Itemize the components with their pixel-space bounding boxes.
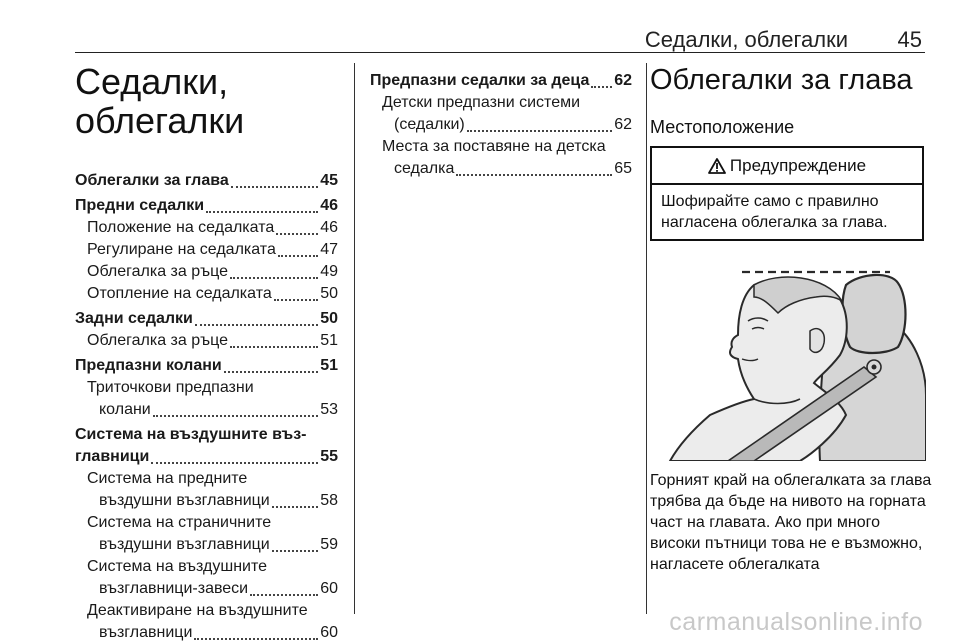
toc-entry[interactable] [75, 217, 338, 239]
toc-entry[interactable] [370, 136, 632, 180]
toc-leader-dots [591, 84, 612, 88]
warning-triangle-icon [708, 158, 726, 174]
toc-entry[interactable] [75, 468, 338, 512]
toc-leader-dots [194, 636, 318, 640]
toc-leader-dots [230, 344, 318, 348]
toc-entry-page: 59 [320, 536, 338, 553]
toc-entry[interactable] [75, 424, 338, 468]
running-header-title: Седалки, облегалки [644, 27, 848, 52]
toc-entry-label: Система на въздушните въз- [75, 426, 307, 443]
toc-entry-label: Деактивиране на въздушните [87, 602, 308, 619]
toc-entry-page: 58 [320, 492, 338, 509]
chapter-title: Седалки, облегалки [75, 61, 245, 141]
toc-entry-label: Облегалки за глава [75, 172, 229, 189]
toc-leader-dots [278, 253, 318, 257]
body-paragraph: Горният край на облегалката за глава трябва да бъде на нивото на горната част на главата. Ако при много високи пътници това не е възможно, нагласете облегалката [650, 472, 932, 573]
toc-entry-label: Облегалка за ръце [87, 263, 228, 280]
warning-text: Шофирайте само с правилно нагласена облегалка за глава. [661, 193, 888, 231]
toc-entry-label: Система на въздушните [87, 558, 268, 575]
toc-entry-label: Регулиране на седалката [87, 241, 276, 258]
toc-entry[interactable] [75, 261, 338, 283]
toc-entry-page: 62 [614, 72, 632, 89]
toc-entry-page: 55 [320, 448, 338, 465]
toc-entry[interactable] [75, 283, 338, 305]
toc-entry-label-continued: седалка [394, 160, 455, 177]
toc-leader-dots [250, 592, 318, 596]
toc-leader-dots [467, 128, 612, 132]
toc-entry-label: Задни седалки [75, 310, 193, 327]
toc-entry-label: Положение на седалката [87, 219, 275, 236]
toc-entry-label-continued: възглавници [99, 624, 193, 641]
toc-entry-page: 62 [614, 116, 632, 133]
toc-leader-dots [195, 322, 318, 326]
toc-entry-label: Облегалка за ръце [87, 332, 228, 349]
toc-leader-dots [151, 460, 318, 464]
toc-leader-dots [231, 184, 318, 188]
toc-entry[interactable] [75, 377, 338, 421]
toc-entry-page: 53 [320, 401, 338, 418]
toc-entry-label: Триточкови предпазни [87, 379, 254, 396]
toc-entry-label-continued: (седалки) [394, 116, 465, 133]
toc-entry[interactable] [75, 195, 338, 217]
page-number: 45 [897, 27, 922, 52]
toc-entry-label-continued: въздушни възглавници [99, 492, 270, 509]
toc-entry[interactable] [370, 70, 632, 92]
toc-entry-label-continued: главници [75, 448, 150, 465]
toc-entry-page: 50 [320, 285, 338, 302]
toc-entry[interactable] [75, 556, 338, 600]
headrest-position-illustration [650, 255, 926, 461]
toc-entry-page: 46 [320, 219, 338, 236]
toc-entry-label: Детски предпазни системи [382, 94, 581, 111]
toc-entry-page: 51 [320, 357, 338, 374]
toc-leader-dots [224, 369, 318, 373]
toc-leader-dots [206, 209, 318, 213]
toc-entry-page: 50 [320, 310, 338, 327]
toc-entry-page: 65 [614, 160, 632, 177]
toc-entry-label: Места за поставяне на детска [382, 138, 606, 155]
toc-entry-label: Предни седалки [75, 197, 205, 214]
toc-leader-dots [272, 548, 318, 552]
toc-leader-dots [272, 504, 318, 508]
toc-entry[interactable] [75, 170, 338, 192]
toc-leader-dots [274, 297, 318, 301]
toc-entry[interactable] [75, 512, 338, 556]
toc-leader-dots [230, 275, 318, 279]
toc-leader-dots [456, 172, 612, 176]
header-rule [75, 52, 925, 53]
toc-entry-label: Предпазни седалки за деца [370, 72, 590, 89]
section-title: Облегалки за глава [650, 64, 913, 96]
toc-entry[interactable] [75, 330, 338, 352]
toc-column-1 [75, 170, 338, 644]
warning-box [650, 146, 924, 241]
toc-entry[interactable] [75, 355, 338, 377]
toc-entry[interactable] [370, 92, 632, 136]
toc-leader-dots [153, 413, 318, 417]
warning-header [652, 148, 922, 185]
watermark: carmanualsonline.info [669, 608, 923, 636]
column-divider-right [646, 63, 647, 614]
section-subtitle: Местоположение [650, 117, 795, 137]
toc-entry-label: Система на страничните [87, 514, 272, 531]
column-divider-left [354, 63, 355, 614]
toc-entry-page: 45 [320, 172, 338, 189]
toc-entry-label-continued: въздушни възглавници [99, 536, 270, 553]
toc-entry-page: 46 [320, 197, 338, 214]
toc-entry-page: 51 [320, 332, 338, 349]
toc-entry-label: Система на предните [87, 470, 248, 487]
toc-entry-page: 60 [320, 580, 338, 597]
toc-entry-page: 60 [320, 624, 338, 641]
toc-entry[interactable] [75, 600, 338, 644]
toc-entry-label: Отопление на седалката [87, 285, 272, 302]
warning-title: Предупреждение [729, 155, 867, 175]
toc-entry-page: 49 [320, 263, 338, 280]
toc-column-2 [370, 70, 632, 180]
toc-entry-page: 47 [320, 241, 338, 258]
toc-entry-label: Предпазни колани [75, 357, 222, 374]
toc-entry[interactable] [75, 308, 338, 330]
toc-entry-label-continued: възглавници-завеси [99, 580, 249, 597]
toc-entry[interactable] [75, 239, 338, 261]
toc-entry-label-continued: колани [99, 401, 151, 418]
toc-leader-dots [276, 231, 318, 235]
